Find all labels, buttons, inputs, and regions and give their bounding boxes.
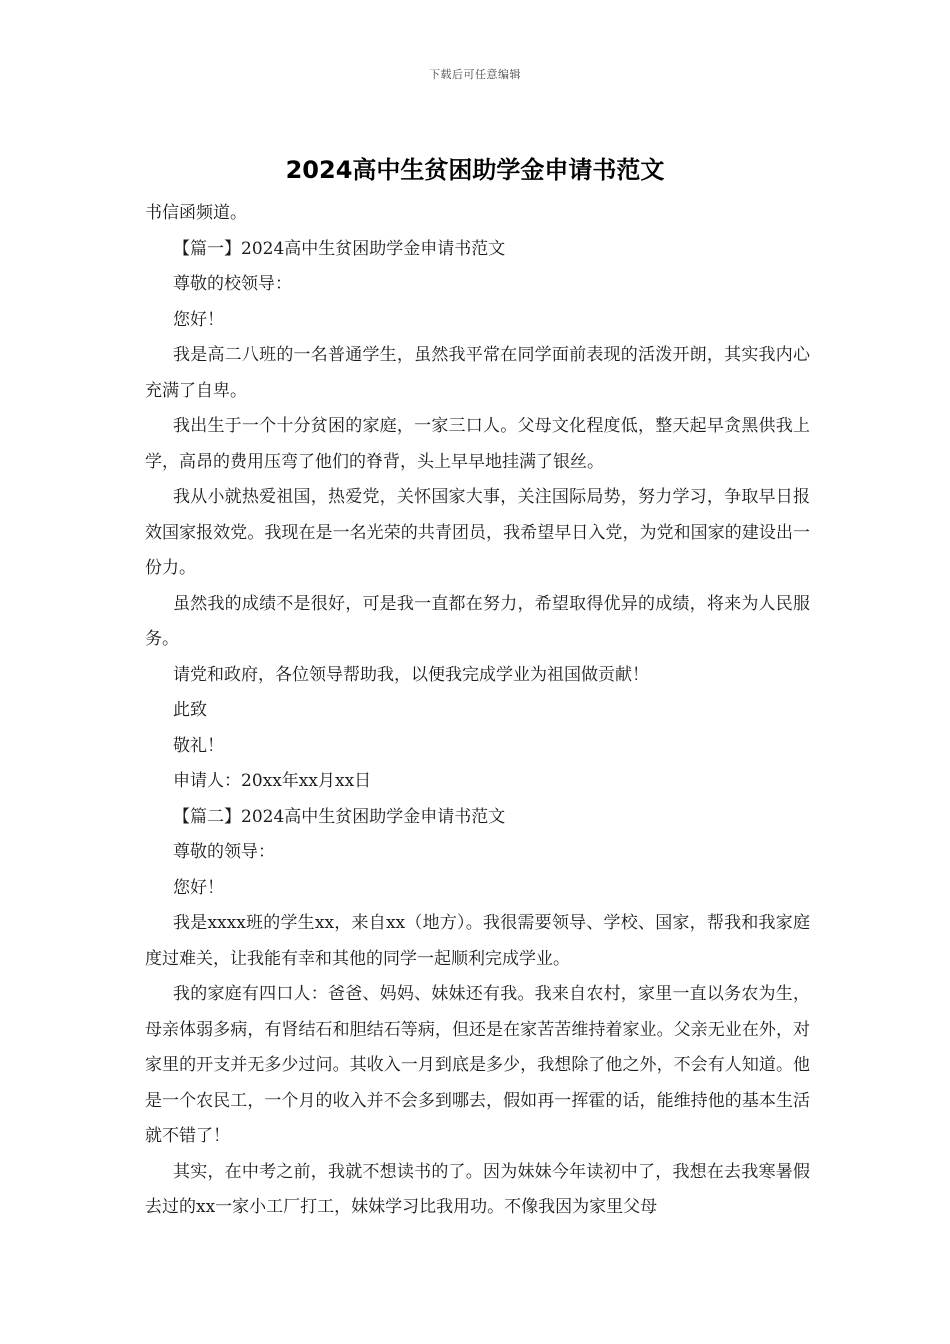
paragraph: 请党和政府，各位领导帮助我，以便我完成学业为祖国做贡献！ bbox=[173, 664, 649, 685]
closing-line: 敬礼！ bbox=[173, 735, 224, 756]
signature-line: 申请人：20xx年xx月xx日 bbox=[173, 771, 372, 791]
paragraph: 虽然我的成绩不是很好，可是我一直都在努力，希望取得优异的成绩，将来为人民服务。 bbox=[145, 593, 810, 649]
paragraph: 我是xxxx班的学生xx，来自xx（地方）。我很需要领导、学校、国家，帮我和我家庭度过难关，让我能有幸和其他的同学一起顺利完成学业。 bbox=[145, 913, 810, 969]
paragraph: 我从小就热爱祖国，热爱党，关怀国家大事，关注国际局势，努力学习，争取早日报效国家报效党。我现在是一名光荣的共青团员，我希望早日入党，为党和国家的建设出一份力。 bbox=[145, 487, 810, 578]
paragraph: 我是高二八班的一名普通学生，虽然我平常在同学面前表现的活泼开朗，其实我内心充满了自卑。 bbox=[145, 345, 810, 401]
closing-line: 此致 bbox=[173, 700, 207, 720]
document-body bbox=[145, 196, 810, 1226]
paragraph: 书信函频道。 bbox=[145, 203, 247, 223]
greeting: 您好！ bbox=[173, 309, 224, 330]
paragraph: 我出生于一个十分贫困的家庭，一家三口人。父母文化程度低，整天起早贪黑供我上学，高昂的费用压弯了他们的脊背，头上早早地挂满了银丝。 bbox=[145, 416, 810, 472]
salutation: 尊敬的校领导： bbox=[173, 274, 292, 294]
salutation: 尊敬的领导： bbox=[173, 842, 275, 862]
paragraph: 其实，在中考之前，我就不想读书的了。因为妹妹今年读初中了，我想在去我寒暑假去过的xx一家小工厂打工，妹妹学习比我用功。不像我因为家里父母 bbox=[145, 1161, 810, 1217]
paragraph: 我的家庭有四口人：爸爸、妈妈、妹妹还有我。我来自农村，家里一直以务农为生，母亲体弱多病，有肾结石和胆结石等病，但还是在家苦苦维持着家业。父亲无业在外，对家里的开支并无多少过问。其收入一月到底是多少，我想除了他之外，不会有人知道。他是一个农民工，一个月的收入并不会多到哪去，假如再一挥霍的话，能维持他的基本生活就不错了！ bbox=[145, 984, 810, 1146]
header-note: 下载后可任意编辑 bbox=[429, 68, 521, 81]
section-heading: 【篇二】2024高中生贫困助学金申请书范文 bbox=[173, 806, 506, 827]
greeting: 您好！ bbox=[173, 877, 224, 898]
document-title: 2024高中生贫困助学金申请书范文 bbox=[285, 156, 665, 184]
section-heading: 【篇一】2024高中生贫困助学金申请书范文 bbox=[173, 238, 506, 259]
